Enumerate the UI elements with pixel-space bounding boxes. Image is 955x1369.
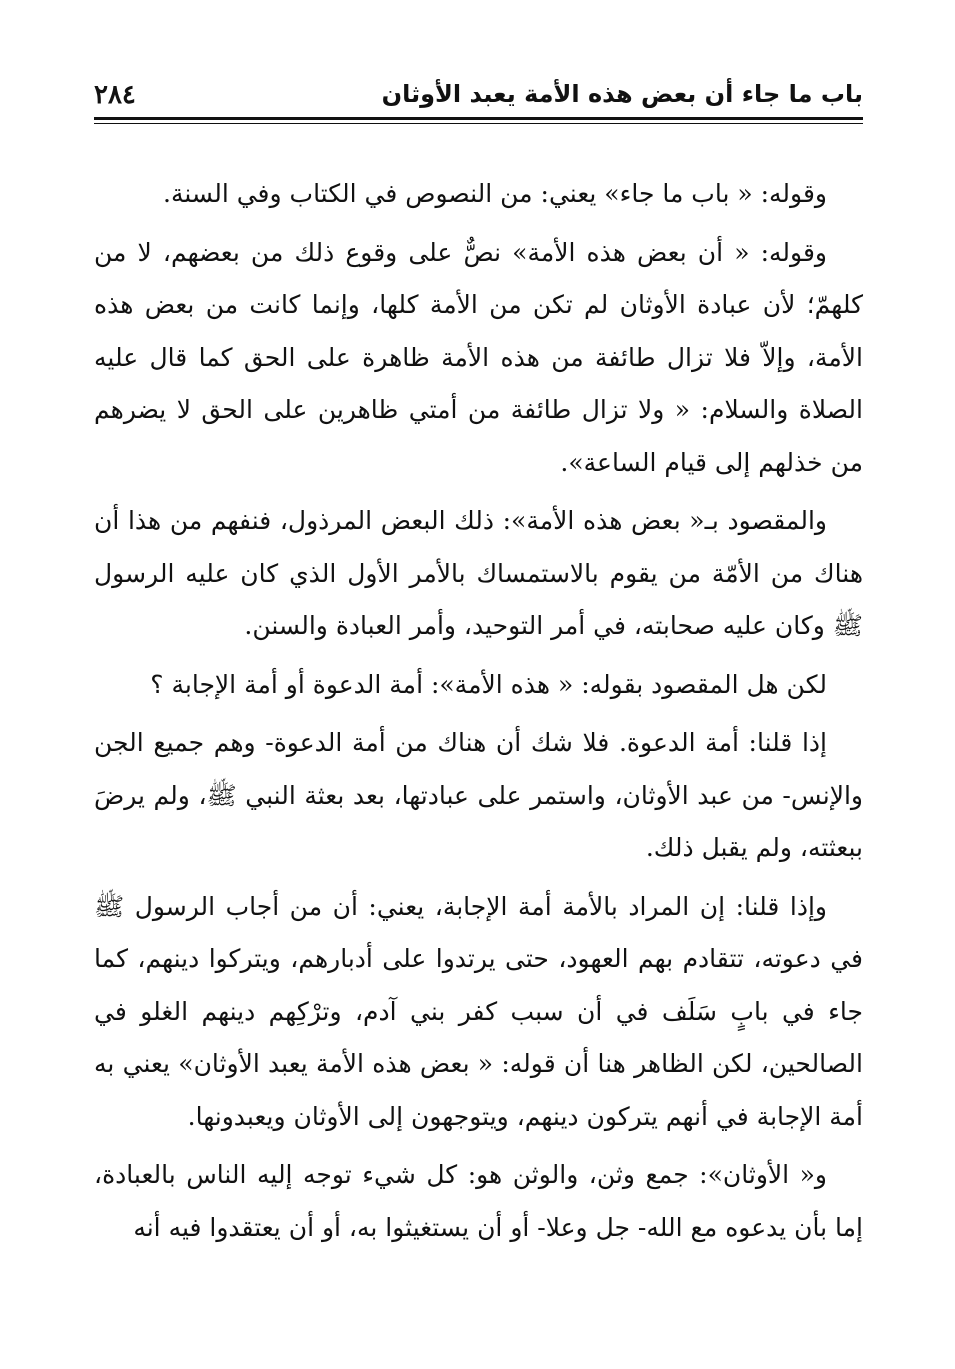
paragraph: و« الأوثان»: جمع وثن، والوثن هو: كل شيء توجه إليه الناس بالعبادة، إما بأن يدعوه مع الله- جل وعلا- أو أن يستغيثوا به، أو أن يعتقدوا فيه أنه (94, 1160, 863, 1242)
paragraph: وإذا قلنا: إن المراد بالأمة أمة الإجابة، يعني: أن من أجاب الرسول ﷺ في دعوته، تتقادم بهم العهود، حتى يرتدوا على أدبارهم، ويتركوا دينهم، كما جاء في بابٍ سَلَف في أن سبب كفر بني آدم، وترْكِهم دينهم الغلو في الصالحين، لكن الظاهر هنا أن قوله: « بعض هذه الأمة يعبد الأوثان» يعني به أمة الإجابة في أنهم يتركون دينهم، ويتوجهون إلى الأوثان ويعبدونها. (94, 891, 863, 1131)
paragraph: والمقصود بـ« بعض هذه الأمة»: ذلك البعض المرذول، فنفهم من هذا أن هناك من الأمّة من يقوم بالاستمساك بالأمر الأول الذي كان عليه الرسول ﷺ وكان عليه صحابته، في أمر التوحيد، وأمر العبادة والسنن. (94, 506, 863, 640)
chapter-title: باب ما جاء أن بعض هذه الأمة يعبد الأوثان (381, 80, 863, 108)
paragraph: وقوله: « أن بعض هذه الأمة» نصٌّ على وقوع ذلك من بعضهم، لا من كلهمّ؛ لأن عبادة الأوثان لم تكن من الأمة كلها، وإنما كانت من بعض هذه الأمة، وإلاّ فلا تزال طائفة من هذه الأمة ظاهرة على الحق كما قال عليه الصلاة والسلام: « ولا تزال طائفة من أمتي ظاهرين على الحق لا يضرهم من خذلهم إلى قيام الساعة». (94, 237, 863, 477)
page-number: ٢٨٤ (94, 80, 136, 110)
header-rule-thick (94, 117, 863, 120)
paragraph: إذا قلنا: أمة الدعوة. فلا شك أن هناك من أمة الدعوة- وهم جميع الجن والإنس- من عبد الأوثان، واستمر على عبادتها، بعد بعثة النبي ﷺ، ولم يرضَ ببعثته، ولم يقبل ذلك. (94, 728, 863, 862)
body-text (94, 168, 863, 1260)
paragraph: وقوله: « باب ما جاء» يعني: من النصوص في الكتاب وفي السنة. (163, 179, 827, 208)
running-header (94, 78, 863, 118)
header-rule-thin (94, 123, 863, 124)
paragraph: لكن هل المقصود بقوله: « هذه الأمة»: أمة الدعوة أو أمة الإجابة ؟ (150, 669, 827, 699)
